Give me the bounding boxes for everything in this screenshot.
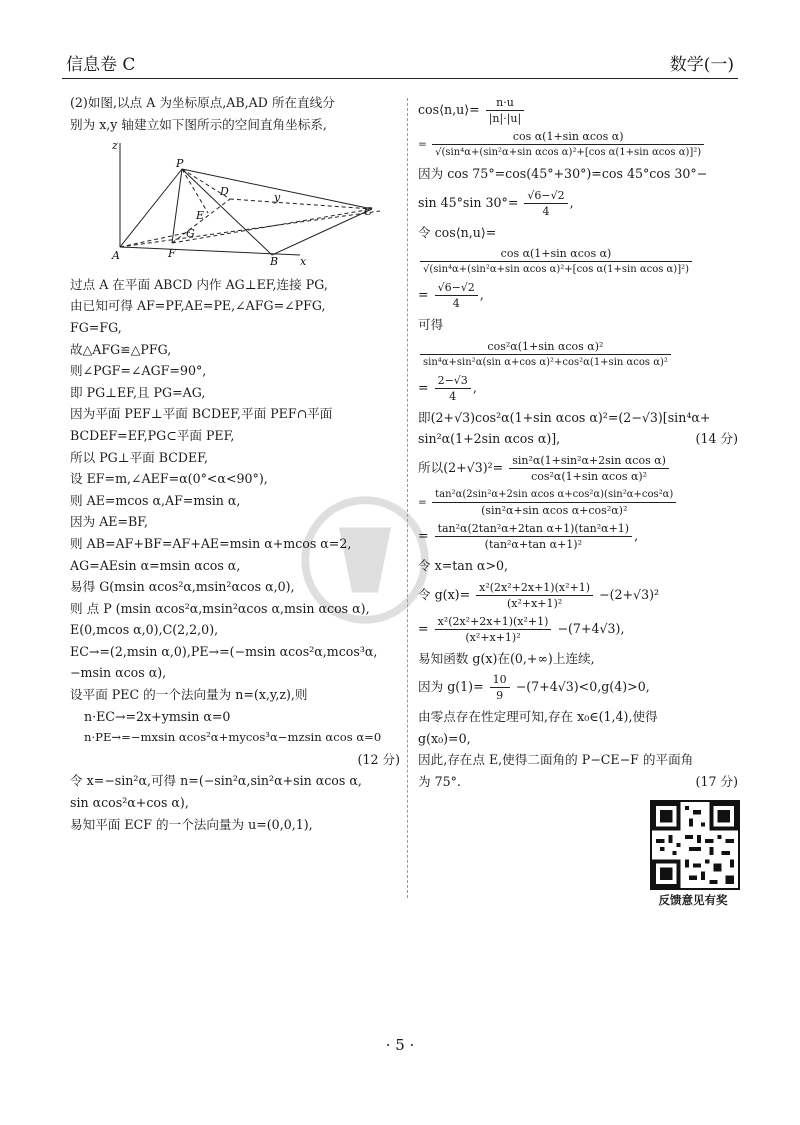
text-line: 过点 A 在平面 ABCD 内作 AG⊥EF,连接 PG, [70, 276, 328, 292]
formula-line [418, 339, 738, 370]
label-E: E [196, 209, 205, 223]
fraction [432, 129, 704, 160]
geometry-figure [90, 137, 373, 269]
page-number: · 5 · [385, 1036, 415, 1054]
text-line: 令 x=−sin²α,可得 n=(−sin²α,sin²α+sin αcos α, [70, 773, 362, 789]
label-z: z [112, 139, 118, 153]
denominator: (tan²α+tan α+1)² [484, 537, 582, 551]
fraction [420, 246, 692, 277]
text-line: 易得 G(msin αcos²α,msin²αcos α,0), [70, 579, 295, 595]
formula-line [418, 580, 738, 611]
text-line: E(0,mcos α,0),C(2,2,0), [70, 622, 219, 638]
denominator: √(sin⁴α+(sin²α+sin αcos α)²+[cos α(1+sin αcos α)]²) [423, 264, 690, 276]
numerator: x²(2x²+2x+1)(x²+1) [435, 614, 552, 630]
formula-line [418, 95, 738, 126]
formula-text: sin²α(1+2sin αcos α)], [418, 431, 561, 447]
qr-caption: 反馈意见有奖 [658, 893, 728, 907]
denominator: cos²α(1+sin αcos α)² [531, 469, 648, 483]
numerator: cos α(1+sin αcos α) [420, 246, 692, 262]
formula-text: cos⟨n,u⟩= [418, 102, 480, 117]
fraction [435, 614, 552, 645]
fraction [435, 373, 471, 404]
text-line: 令 cos⟨n,u⟩= [418, 224, 497, 240]
score-mark: (17 分) [695, 773, 738, 789]
text-line: 则 AE=mcos α,AF=msin α, [70, 492, 241, 508]
text-line: EC→=(2,msin α,0),PE→=(−msin αcos²α,mcos³α, [70, 643, 378, 659]
text-line: 设平面 PEC 的一个法向量为 n=(x,y,z),则 [70, 687, 308, 703]
fraction [435, 280, 478, 311]
label-B: B [270, 255, 279, 269]
label-D: D [220, 185, 229, 199]
numerator: cos²α(1+sin αcos α)² [420, 339, 671, 355]
label-P: P [176, 157, 184, 171]
denominator: 4 [452, 297, 460, 311]
label-x: x [300, 255, 307, 269]
fraction [490, 672, 510, 703]
denominator: (x²+x+1)² [506, 596, 563, 610]
text-line: BCDEF=EF,PG⊂平面 PEF, [70, 427, 235, 443]
formula-text: −(7+4√3)<0,g(4)>0, [515, 679, 650, 695]
text-line: 即(2+√3)cos²α(1+sin αcos α)²=(2−√3)[sin⁴α+ [418, 409, 711, 425]
fraction [476, 580, 593, 611]
formula-line: = $\frac{\text{tan²α(2tan²α+2tan α+1)(tan²α+1)}}{\text{(tan²α+tan α+1)²}}$ , [418, 521, 639, 551]
text-line: g(x₀)=0, [418, 730, 471, 746]
formula-line: = $\frac{√6-√2}{4}$ , [418, 281, 484, 311]
formula-line: sin 45°sin 30°= $\frac{√6-√2}{4}$ , [418, 188, 574, 218]
text-line: sin αcos²α+cos α), [70, 795, 189, 811]
formula-line: = $\frac{\text{tan²α(2sin²α+2sin αcos α+cos²α)(sin²α+cos²α)}}{\text{(sin²α+sin αcos α+cos²α)²}}$ [418, 487, 738, 518]
label-A: A [112, 249, 120, 263]
numerator: √6−√2 [435, 280, 478, 296]
formula-line [418, 246, 738, 277]
numerator: x²(2x²+2x+1)(x²+1) [476, 580, 593, 596]
fraction [432, 487, 676, 518]
text-line: 设 EF=m,∠AEF=α(0°<α<90°), [70, 471, 268, 487]
formula-text: sin 45°sin 30°= [418, 194, 519, 210]
header-title: 信息卷 C [66, 55, 136, 75]
formula-line [418, 453, 738, 484]
text-line: 因为 cos 75°=cos(45°+30°)=cos 45°cos 30°− [418, 166, 708, 181]
column-divider [407, 98, 408, 898]
score-mark: (14 分) [695, 431, 738, 447]
header-subject: 数学(一) [669, 55, 734, 75]
numerator: sin²α(1+sin²α+2sin αcos α) [509, 453, 669, 469]
formula-line: = $\frac{2-√3}{4}$ , [418, 373, 477, 403]
text-line: 所以 PG⊥平面 BCDEF, [70, 449, 208, 465]
denominator: (sin²α+sin αcos α+cos²α)² [481, 503, 628, 517]
score-mark-line [70, 749, 400, 771]
fraction [435, 521, 633, 552]
text-line: 易知平面 ECF 的一个法向量为 u=(0,0,1), [70, 816, 313, 832]
text-line: 易知函数 g(x)在(0,+∞)上连续, [418, 650, 595, 666]
label-G: G [186, 227, 195, 241]
right-column [418, 92, 738, 793]
equation-system-line: n·PE→=−mxsin αcos²α+mycos³α−mzsin αcos α=0 [84, 730, 382, 745]
text-line [418, 771, 738, 793]
formula-text: 因为 g(1)= [418, 679, 484, 695]
formula-text: 令 g(x)= [418, 586, 471, 602]
text-line: 因为 AE=BF, [70, 514, 149, 530]
fraction [509, 453, 669, 484]
text-line: 则 AB=AF+BF=AF+AE=msin α+mcos α=2, [70, 535, 352, 551]
formula-text: 所以(2+√3)²= [418, 459, 504, 475]
text-line [418, 428, 738, 450]
fraction [524, 188, 567, 219]
text-line: 别为 x,y 轴建立如下图所示的空间直角坐标系, [70, 116, 327, 132]
text-line: (2)如图,以点 A 为坐标原点,AB,AD 所在直线分 [70, 95, 335, 110]
denominator: 4 [542, 204, 550, 218]
text-line: 则 点 P (msin αcos²α,msin²αcos α,msin αcos α), [70, 600, 370, 616]
text-line: FG=FG, [70, 319, 122, 335]
score-mark: (12 分) [357, 751, 400, 767]
fraction [420, 339, 671, 370]
formula-text: −(7+4√3), [557, 620, 625, 636]
numerator: √6−√2 [524, 188, 567, 204]
numerator: cos α(1+sin αcos α) [432, 129, 704, 145]
formula-line [418, 672, 738, 703]
text-line: 因为平面 PEF⊥平面 BCDEF,平面 PEF∩平面 [70, 406, 333, 422]
denominator: √(sin⁴α+(sin²α+sin αcos α)²+[cos α(1+sin αcos α)]²) [435, 147, 702, 158]
text-line: AG=AEsin α=msin αcos α, [70, 557, 241, 573]
text-line: 即 PG⊥EF,且 PG=AG, [70, 384, 206, 400]
formula-line: = $\frac{\text{x²(2x²+2x+1)(x²+1)}}{\text{(x²+x+1)²}}$ −(7+4√3), [418, 614, 625, 644]
label-F: F [168, 247, 176, 261]
page-header [62, 48, 738, 79]
text-line: 由已知可得 AF=PF,AE=PE,∠AFG=∠PFG, [70, 298, 326, 314]
numerator: n·u [486, 95, 525, 111]
text-line: 可得 [418, 317, 444, 333]
text-line: 由零点存在性定理可知,存在 x₀∈(1,4),使得 [418, 709, 658, 725]
label-C: C [364, 205, 373, 219]
left-column [70, 92, 400, 835]
formula-text: 为 75°. [418, 773, 461, 789]
qr-code[interactable] [650, 800, 740, 890]
text-line: 因此,存在点 E,使得二面角的 P−CE−F 的平面角 [418, 752, 694, 768]
numerator: 2−√3 [435, 373, 471, 389]
text-line: −msin αcos α), [70, 665, 167, 681]
formula-text: −(2+√3)² [599, 586, 660, 602]
denominator: (x²+x+1)² [465, 630, 521, 644]
numerator: tan²α(2tan²α+2tan α+1)(tan²α+1) [435, 521, 633, 537]
text-line: 故△AFG≌△PFG, [70, 341, 172, 357]
text-line: 令 x=tan α>0, [418, 557, 509, 573]
equation-system-line: n·EC→=2x+ymsin α=0 [84, 708, 231, 724]
label-y: y [274, 191, 281, 205]
denominator: 9 [496, 689, 504, 703]
denominator: sin⁴α+sin²α(sin α+cos α)²+cos²α(1+sin αcos α)² [423, 356, 668, 368]
formula-line: = $\frac{\text{cos α(1+sin αcos α)}}{\text{√(sin⁴α+(sin²α+sin αcos α)²+[cos α(1+sin αcos α)]²)}}$ [418, 129, 738, 160]
denominator: |n|·|u| [488, 112, 522, 125]
numerator: 10 [490, 672, 510, 688]
denominator: 4 [449, 389, 457, 403]
text-line: 则∠PGF=∠AGF=90°, [70, 363, 207, 379]
fraction [486, 95, 525, 126]
numerator: tan²α(2sin²α+2sin αcos α+cos²α)(sin²α+cos²α) [432, 487, 676, 503]
